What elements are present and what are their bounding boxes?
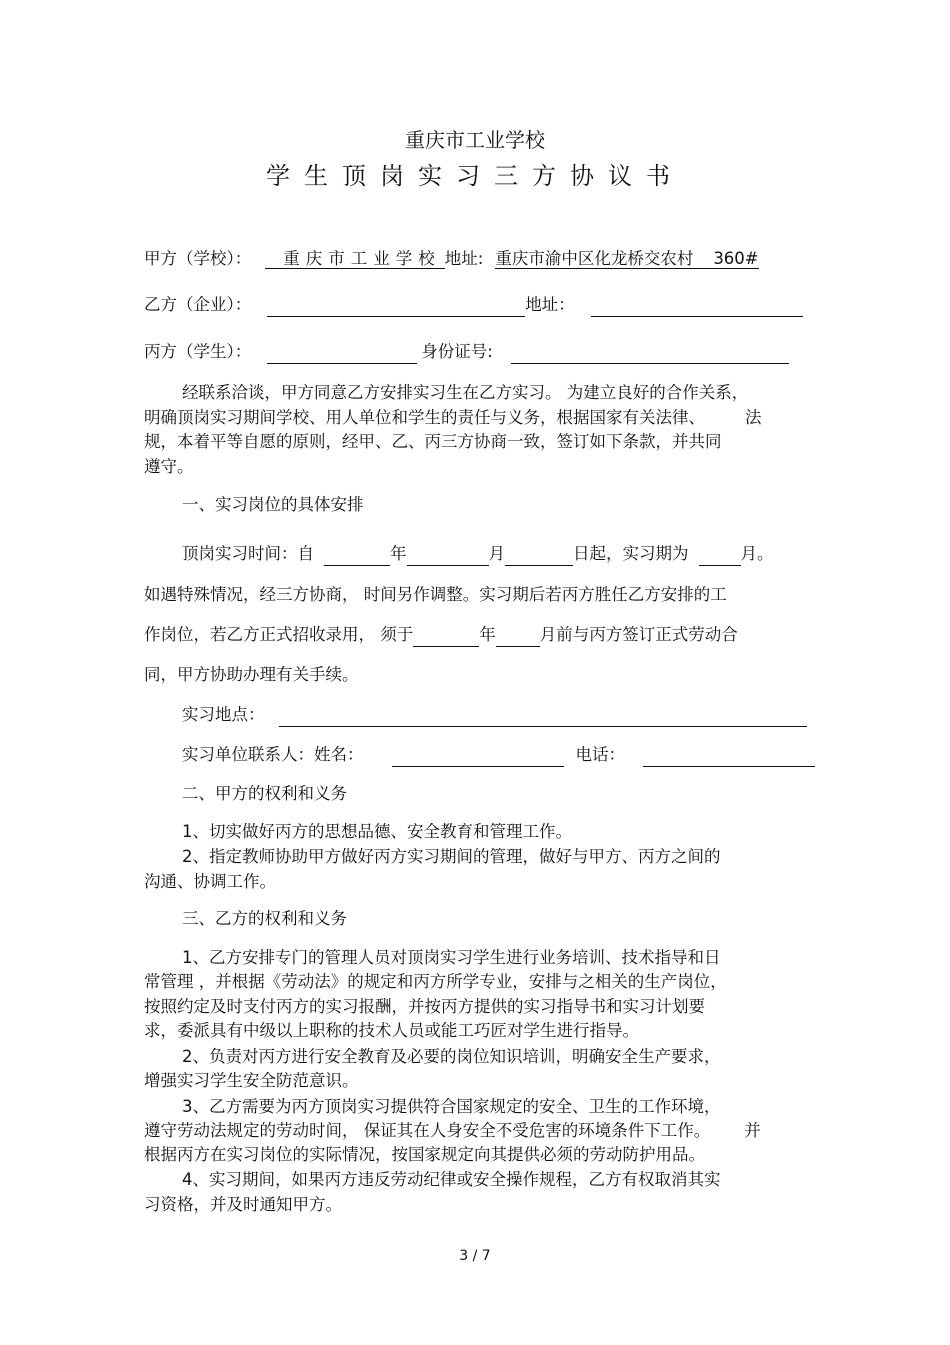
internship-time-row: 顶岗实习时间：自 年 月 日起，实习期为 月。 bbox=[182, 542, 774, 566]
section-2-heading: 二、甲方的权利和义务 bbox=[182, 784, 347, 803]
start-day-blank[interactable] bbox=[505, 545, 573, 566]
party-b-label: 乙方（企业）： bbox=[144, 295, 252, 314]
start-month-blank[interactable] bbox=[407, 545, 489, 566]
section-3-line: 按照约定及时支付丙方的实习报酬，并按丙方提供的实习指导书和实习计划要 bbox=[144, 997, 705, 1016]
contact-row: 实习单位联系人：姓名： 电话： bbox=[182, 743, 815, 767]
intro-line: 明确顶岗实习期间学校、用人单位和学生的责任与义务，根据国家有关法律、 法 bbox=[144, 408, 762, 427]
party-a-label: 甲方（学校）： bbox=[144, 249, 252, 268]
party-a-address-number: 360# bbox=[693, 249, 758, 269]
party-c-row bbox=[144, 340, 789, 364]
section-3-line: 遵守劳动法规定的劳动时间， 保证其在人身安全不受危害的环境条件下工作。 并 bbox=[144, 1121, 761, 1140]
section-1-line: 作岗位，若乙方正式招收录用， 须于 年 月前与丙方签订正式劳动合 bbox=[144, 623, 738, 647]
section-3-line: 增强实习学生安全防范意识。 bbox=[144, 1071, 359, 1090]
party-c-name-blank[interactable] bbox=[267, 343, 417, 364]
party-a-address: 重庆市渝中区化龙桥交农村 bbox=[495, 249, 694, 268]
section-3-line: 3、乙方需要为丙方顶岗实习提供符合国家规定的安全、卫生的工作环境， bbox=[182, 1097, 721, 1116]
section-2-line: 1、切实做好丙方的思想品德、安全教育和管理工作。 bbox=[182, 822, 572, 841]
section-3-line: 求，委派具有中级以上职称的技术人员或能工巧匠对学生进行指导。 bbox=[144, 1021, 639, 1040]
section-3-line: 根据丙方在实习岗位的实际情况，按国家规定向其提供必须的劳动防护用品。 bbox=[144, 1145, 705, 1164]
intro-line: 规，本着平等自愿的原则，经甲、乙、丙三方协商一致，签订如下条款，并共同 bbox=[144, 432, 722, 451]
party-a-name: 重庆市工业学校 bbox=[265, 249, 445, 269]
party-c-label: 丙方（学生）： bbox=[144, 342, 252, 361]
internship-place-row: 实习地点： bbox=[182, 703, 807, 727]
intro-line-tail: 法 bbox=[745, 408, 762, 427]
duration-months-blank[interactable] bbox=[699, 545, 741, 566]
section-3-line: 2、负责对丙方进行安全教育及必要的岗位知识培训，明确安全生产要求， bbox=[182, 1047, 721, 1066]
section-3-line: 1、乙方安排专门的管理人员对顶岗实习学生进行业务培训、技术指导和日 bbox=[182, 948, 721, 967]
section-2-line: 沟通、协调工作。 bbox=[144, 872, 276, 891]
intro-line: 遵守。 bbox=[144, 457, 194, 476]
party-b-row bbox=[144, 293, 803, 317]
section-2-line: 2、指定教师协助甲方做好丙方实习期间的管理，做好与甲方、丙方之间的 bbox=[182, 847, 721, 866]
internship-place-blank[interactable] bbox=[279, 706, 807, 727]
section-3-tail: 并 bbox=[744, 1121, 761, 1140]
section-3-line: 4、实习期间，如果丙方违反劳动纪律或安全操作规程，乙方有权取消其实 bbox=[182, 1170, 721, 1189]
intro-line: 经联系洽谈，甲方同意乙方安排实习生在乙方实习。 为建立良好的合作关系， bbox=[182, 383, 749, 402]
party-c-id-label: 身份证号: bbox=[421, 342, 493, 361]
section-1-line: 同，甲方协助办理有关手续。 bbox=[144, 665, 359, 684]
party-a-address-label: 地址: bbox=[444, 249, 484, 268]
section-3-line: 习资格，并及时通知甲方。 bbox=[144, 1195, 342, 1214]
contact-name-blank[interactable] bbox=[392, 746, 564, 767]
section-3-line: 常管理 ，并根据《劳动法》的规定和丙方所学专业，安排与之相关的生产岗位， bbox=[144, 972, 727, 991]
party-b-address-blank[interactable] bbox=[591, 296, 803, 317]
contract-month-blank[interactable] bbox=[496, 626, 540, 647]
contract-year-blank[interactable] bbox=[413, 626, 479, 647]
party-b-name-blank[interactable] bbox=[267, 296, 525, 317]
contact-phone-blank[interactable] bbox=[643, 746, 815, 767]
party-a-row bbox=[144, 247, 759, 271]
document-title: 学生顶岗实习三方协议书 bbox=[266, 162, 684, 190]
party-b-address-label: 地址： bbox=[525, 295, 575, 314]
page-number: 3 / 7 bbox=[459, 1248, 491, 1264]
section-3-heading: 三、乙方的权利和义务 bbox=[182, 909, 347, 928]
school-name: 重庆市工业学校 bbox=[405, 128, 545, 152]
party-c-id-blank[interactable] bbox=[511, 343, 789, 364]
section-1-line: 如遇特殊情况，经三方协商， 时间另作调整。实习期后若丙方胜任乙方安排的工 bbox=[144, 585, 727, 604]
start-year-blank[interactable] bbox=[324, 545, 390, 566]
section-1-heading: 一、实习岗位的具体安排 bbox=[182, 495, 364, 514]
